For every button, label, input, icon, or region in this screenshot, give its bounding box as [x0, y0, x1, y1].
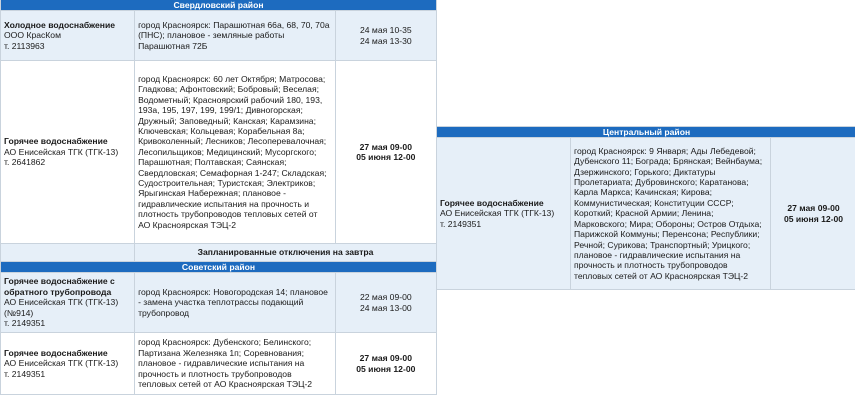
time-to: 24 мая 13-00: [359, 302, 412, 313]
time-cell: [771, 138, 855, 290]
time-to: 24 мая 13-30: [359, 35, 412, 46]
service-name: Горячее водоснабжение с обратного трубопровода: [4, 276, 115, 297]
service-name: Горячее водоснабжение: [440, 197, 544, 208]
time-from: 24 мая 10-35: [359, 25, 412, 36]
section-title: Советский район: [1, 262, 437, 273]
section-title: Свердловский район: [1, 0, 437, 11]
table-row: [437, 138, 855, 290]
details-cell: город Красноярск: 60 лет Октября; Матросова; Гладкова; Афонтовский; Бобровый; Веселая; Водометный; Красноярский рабочий 180, 193, 193а, 195, 197, 199, 199/1; Дивногорская; Дружный; Заповедный; Канская; Карамзина; Ключевская; Кольцевая; Корабельная 8а; Кривоколенный; Лесников; Лесоперевалочная; Лесопильщиков; Медицинский; Мусоргского; Парашютная; Полтавская; Саянская; Свердловская; Семафорная 1-247; Складская; Судостроительная; Туристская; Электриков; Ярыгинская Набережная; плановое - гидравлические испытания на прочность и плотность трубопроводов тепловых сетей от АО Красноярская ТЭЦ-2: [135, 61, 336, 244]
company-name: АО Енисейская ТГК (ТГК-13) (№914): [4, 297, 119, 318]
time-from: 27 мая 09-00: [359, 353, 412, 364]
time-cell: [335, 333, 436, 395]
table-row: [1, 11, 437, 61]
details-cell: город Красноярск: Новогородская 14; плановое - замена участка теплотрассы подающий трубопровод: [135, 273, 336, 333]
details-cell: город Красноярск: Дубенского; Белинского; Партизана Железняка 1п; Соревнования; плановое - гидравлические испытания на прочность и плотность трубопроводов тепловых сетей от АО Красноярская ТЭЦ-2: [135, 333, 336, 395]
phone: т. 2149351: [4, 368, 46, 379]
time-cell: [335, 11, 436, 61]
time-cell: [335, 61, 436, 244]
time-from: 27 мая 09-00: [787, 203, 840, 214]
time-from: 22 мая 09-00: [359, 292, 412, 303]
company-name: ООО КрасКом: [4, 30, 61, 41]
company-name: АО Енисейская ТГК (ТГК-13): [4, 358, 119, 369]
provider-cell: [1, 11, 135, 61]
planned-tomorrow-row: [1, 244, 437, 262]
planned-label: Запланированные отключения на завтра: [135, 244, 437, 262]
service-name: Холодное водоснабжение: [4, 19, 116, 30]
company-name: АО Енисейская ТГК (ТГК-13): [440, 208, 555, 219]
left-outage-table: [0, 0, 437, 395]
provider-cell: [1, 273, 135, 333]
table-row: [1, 61, 437, 244]
table-row: [1, 273, 437, 333]
section-header-sverdlovsky: [1, 0, 437, 11]
details-cell: город Красноярск: Парашютная 66а, 68, 70, 70а (ПНС); плановое - земляные работы Парашютная 72Б: [135, 11, 336, 61]
blank-cell: [1, 244, 135, 262]
phone: т. 2149351: [4, 318, 46, 329]
right-outage-table: [436, 126, 855, 290]
time-to: 05 июня 12-00: [356, 363, 416, 374]
phone: т. 2149351: [440, 218, 482, 229]
service-name: Горячее водоснабжение: [4, 136, 108, 147]
provider-cell: [437, 138, 571, 290]
details-cell: город Красноярск: 9 Января; Ады Лебедевой; Дубенского 11; Бограда; Брянская; Вейнбаума; Дзержинского; Горького; Диктатуры Пролетариата; Дубровинского; Каратанова; Карла Маркса; Качинская; Кирова; Коммунистическая; Конституции СССР; Короткий; Красной Армии; Ленина; Марковского; Мира; Обороны; Остров Отдыха; Парижской Коммуны; Перенсона; Республики; Речной; Сурикова; Транспортный; Урицкого; плановое - гидравлические испытания на прочность и плотность трубопроводов тепловых сетей от АО Красноярская ТЭЦ-2: [571, 138, 771, 290]
time-cell: [335, 273, 436, 333]
time-to: 05 июня 12-00: [356, 152, 416, 162]
company-name: АО Енисейская ТГК (ТГК-13): [4, 146, 119, 157]
provider-cell: [1, 333, 135, 395]
time-from: 27 мая 09-00: [359, 141, 412, 152]
provider-cell: [1, 61, 135, 244]
section-header-sovetsky: [1, 262, 437, 273]
time-to: 05 июня 12-00: [783, 213, 844, 224]
phone: т. 2641862: [4, 157, 46, 168]
section-header-tsentralny: [437, 127, 855, 138]
section-title: Центральный район: [437, 127, 855, 138]
service-name: Горячее водоснабжение: [4, 347, 108, 358]
table-row: [1, 333, 437, 395]
phone: т. 2113963: [4, 40, 45, 51]
